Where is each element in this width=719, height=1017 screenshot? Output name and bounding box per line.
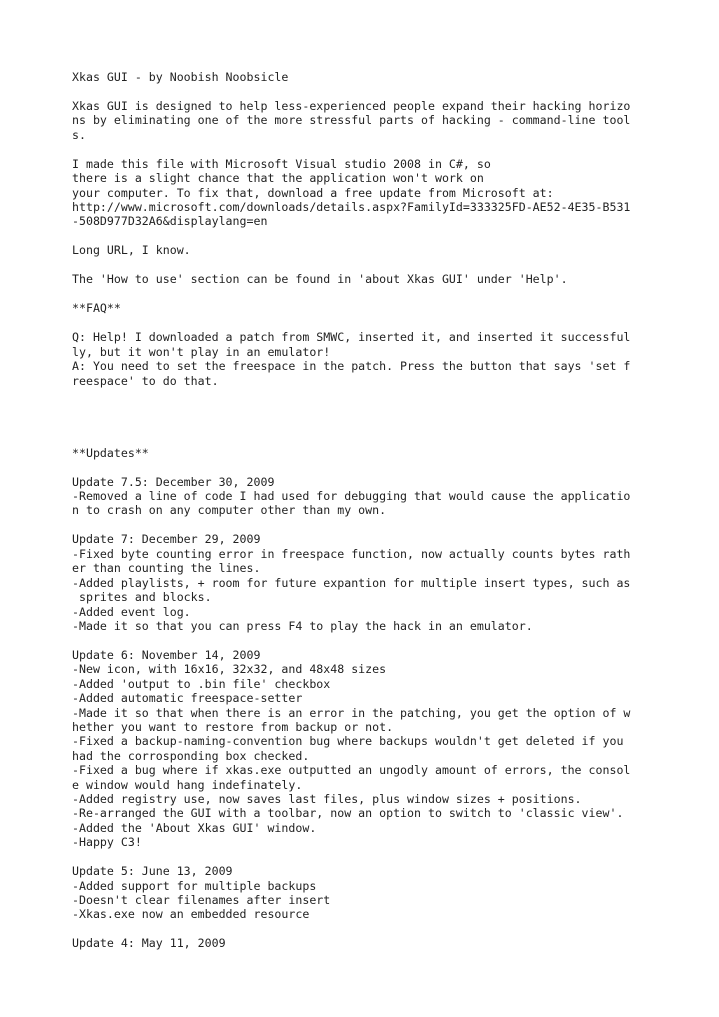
text-line: -Added automatic freespace-setter <box>72 691 303 706</box>
updates-heading <box>72 446 662 460</box>
text-line: Update 7: December 29, 2009 <box>72 532 261 547</box>
text-line: -Doesn't clear filenames after insert <box>72 893 331 907</box>
text-line: s. <box>72 127 86 142</box>
text-line: sprites and blocks. <box>72 590 212 605</box>
text-line: there is a slight chance that the application won't work on <box>72 171 484 186</box>
text-line: -Added event log. <box>72 604 191 619</box>
how-to-use-paragraph <box>72 272 662 286</box>
text-line: -Added registry use, now saves last files, plus window sizes + positions. <box>72 791 582 806</box>
text-line: **FAQ** <box>72 301 121 316</box>
text-line: -Made it so that you can press F4 to play the hack in an emulator. <box>72 618 533 633</box>
text-line: -Added 'output to .bin file' checkbox <box>72 676 331 691</box>
text-line: -Happy C3! <box>72 835 142 850</box>
text-line: -Added support for multiple backups <box>72 878 317 893</box>
text-line: er than counting the lines. <box>72 561 261 576</box>
text-line: reespace' to do that. <box>72 373 219 388</box>
doc-title <box>72 70 662 84</box>
url-note-paragraph <box>72 243 662 257</box>
text-line: **Updates** <box>72 445 149 460</box>
faq-heading <box>72 301 662 315</box>
text-line: ns by eliminating one of the more stressful parts of hacking - command-line tool <box>72 113 631 128</box>
download-url-line: http://www.microsoft.com/downloads/details.aspx?FamilyId=333325FD-AE52-4E35-B531 <box>72 200 631 215</box>
intro-paragraph <box>72 99 662 142</box>
text-line: had the corrosponding box checked. <box>72 748 310 763</box>
text-line: The 'How to use' section can be found in 'about Xkas GUI' under 'Help'. <box>72 272 568 287</box>
text-line: Update 7.5: December 30, 2009 <box>72 474 275 489</box>
text-line: -Xkas.exe now an embedded resource <box>72 907 310 922</box>
text-line: -Added playlists, + room for future expantion for multiple insert types, such as <box>72 575 631 590</box>
text-line: I made this file with Microsoft Visual studio 2008 in C#, so <box>72 156 491 171</box>
text-line: Update 5: June 13, 2009 <box>72 864 233 879</box>
requirements-paragraph <box>72 157 662 229</box>
text-line: e window would hang indefinately. <box>72 777 303 792</box>
text-line: ly, but it won't play in an emulator! <box>72 344 331 359</box>
text-line: -Made it so that when there is an error in the patching, you get the option of w <box>72 705 631 720</box>
text-line: your computer. To fix that, download a free update from Microsoft at: <box>72 185 554 200</box>
text-line: -Re-arranged the GUI with a toolbar, now an option to switch to 'classic view'. <box>72 806 624 821</box>
download-url-line: -508D977D32A6&displaylang=en <box>72 214 268 229</box>
update-7 <box>72 532 662 633</box>
update-6 <box>72 648 662 850</box>
text-line: -Fixed a backup-naming-convention bug where backups wouldn't get deleted if you <box>72 734 624 749</box>
text-line: A: You need to set the freespace in the patch. Press the button that says 'set f <box>72 359 631 374</box>
text-line: Update 4: May 11, 2009 <box>72 936 226 951</box>
text-line: -Fixed byte counting error in freespace function, now actually counts bytes rath <box>72 546 631 561</box>
text-line: Xkas GUI - by Noobish Noobsicle <box>72 70 289 84</box>
text-line: hether you want to restore from backup or not. <box>72 719 394 734</box>
text-line: Xkas GUI is designed to help less-experienced people expand their hacking horizo <box>72 99 631 113</box>
update-7-5 <box>72 475 662 518</box>
text-line: Long URL, I know. <box>72 243 191 258</box>
update-4 <box>72 936 662 950</box>
text-line: -Removed a line of code I had used for debugging that would cause the applicatio <box>72 489 631 504</box>
blank-space <box>72 403 662 446</box>
text-line: Update 6: November 14, 2009 <box>72 647 261 662</box>
document-page <box>72 70 662 965</box>
update-5 <box>72 864 662 922</box>
faq-entry <box>72 330 662 388</box>
text-line: -Added the 'About Xkas GUI' window. <box>72 820 317 835</box>
text-line: Q: Help! I downloaded a patch from SMWC, inserted it, and inserted it successful <box>72 330 631 345</box>
text-line: -New icon, with 16x16, 32x32, and 48x48 sizes <box>72 662 387 677</box>
text-line: -Fixed a bug where if xkas.exe outputted an ungodly amount of errors, the consol <box>72 763 631 778</box>
text-line: n to crash on any computer other than my own. <box>72 503 387 518</box>
